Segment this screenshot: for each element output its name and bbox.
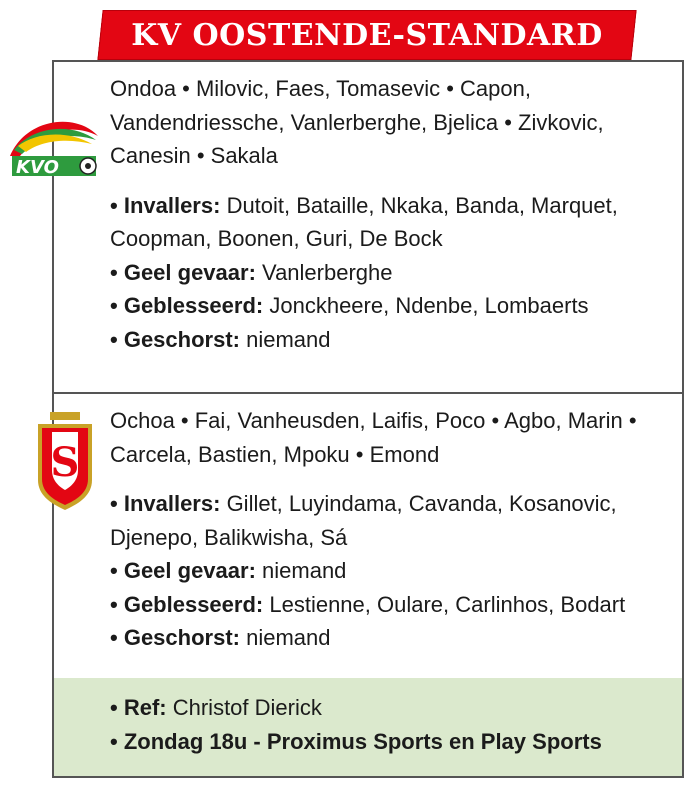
yellow-row (110, 554, 664, 588)
bullet-icon: • (110, 591, 124, 617)
team-kv-oostende (54, 62, 682, 392)
standard-logo-letter: S (50, 439, 80, 486)
lineup-line: Canesin • Sakala (110, 143, 278, 168)
injured-value: Jonckheere, Ndenbe, Lombaerts (269, 293, 589, 318)
injured-row (110, 289, 664, 323)
subs-value: Gillet, Luyindama, Cavanda, Kosanovic, (226, 491, 617, 516)
match-info-footer (54, 678, 682, 776)
bullet-icon: • (110, 491, 124, 516)
yellow-row (110, 256, 664, 290)
suspended-row (110, 323, 664, 357)
lineup-line: Carcela, Bastien, Mpoku • Emond (110, 441, 440, 467)
yellow-value: Vanlerberghe (262, 259, 393, 285)
bullet-icon: • (110, 625, 124, 650)
suspended-value: niemand (246, 326, 331, 352)
referee-row (110, 691, 664, 725)
subs-row-cont: Coopman, Boonen, Guri, De Bock (110, 226, 443, 251)
bullet-icon: • (110, 259, 124, 285)
suspended-row (110, 621, 664, 655)
subs-value: Dutoit, Bataille, Nkaka, Banda, Marquet, (226, 192, 618, 218)
subs-label: Invallers: (123, 491, 221, 516)
bullet-icon: • (110, 695, 124, 720)
broadcast-info: Zondag 18u - Proximus Sports en Play Sports (123, 728, 602, 754)
bullet-icon: • (110, 293, 124, 318)
lineup-line: Ochoa • Fai, Vanheusden, Laifis, Poco • Agbo, Marin • (110, 408, 637, 433)
yellow-label: Geel gevaar: (123, 259, 256, 285)
suspended-value: niemand (246, 625, 331, 650)
injured-label: Geblesseerd: (123, 293, 264, 318)
yellow-label: Geel gevaar: (123, 558, 256, 583)
suspended-label: Geschorst: (123, 326, 240, 352)
injured-row (110, 588, 664, 622)
referee-label: Ref: (123, 695, 167, 720)
bullet-icon: • (110, 192, 124, 218)
subs-label: Invallers: (123, 192, 221, 218)
kvo-logo-text: KVO (16, 157, 59, 178)
team-standard (54, 394, 682, 678)
yellow-value: niemand (262, 558, 347, 583)
suspended-label: Geschorst: (123, 625, 240, 650)
subs-row (110, 487, 664, 521)
page-title: KV OOSTENDE-STANDARD (131, 17, 603, 53)
lineup-line: Vandendriessche, Vanlerberghe, Bjelica • Zivkovic, (110, 109, 604, 135)
subs-row (110, 189, 664, 223)
referee-value: Christof Dierick (172, 695, 322, 720)
bullet-icon: • (110, 558, 124, 583)
broadcast-row (110, 725, 664, 759)
injured-label: Geblesseerd: (123, 591, 264, 617)
injured-value: Lestienne, Oulare, Carlinhos, Bodart (269, 591, 626, 617)
bullet-icon: • (110, 326, 124, 352)
lineup-line: Ondoa • Milovic, Faes, Tomasevic • Capon, (110, 76, 531, 101)
subs-row-cont: Djenepo, Balikwisha, Sá (110, 524, 348, 550)
bullet-icon: • (110, 728, 124, 754)
